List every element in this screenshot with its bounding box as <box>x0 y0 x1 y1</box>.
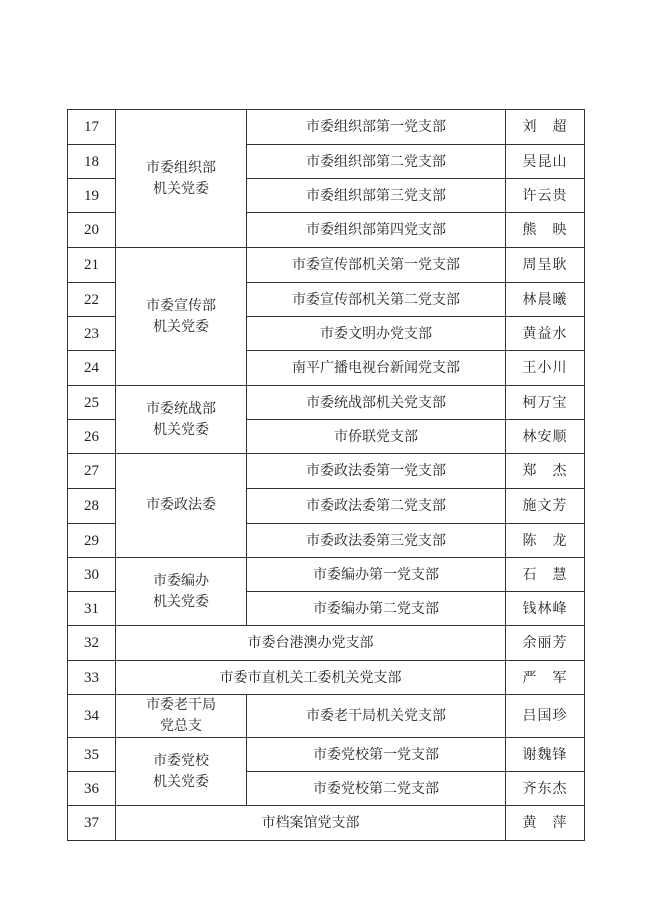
branch-secretary: 吴昆山 <box>506 145 585 179</box>
parent-committee-line: 市委老干局 <box>146 697 216 713</box>
parent-committee-line: 机关党委 <box>153 773 209 790</box>
row-number: 28 <box>68 489 116 524</box>
branch-secretary: 钱林峰 <box>506 592 585 626</box>
branch-secretary: 谢魏锋 <box>506 738 585 772</box>
branch-name: 市委文明办党支部 <box>247 317 506 351</box>
parent-committee <box>116 110 247 248</box>
branch-secretary: 柯万宝 <box>506 386 585 420</box>
branch-secretary: 吕国珍 <box>506 695 585 738</box>
row-number: 21 <box>68 248 116 283</box>
branch-name: 市委党校第二党支部 <box>247 772 506 806</box>
row-number: 29 <box>68 524 116 558</box>
table-row <box>68 558 585 592</box>
branch-secretary: 严 军 <box>506 661 585 695</box>
table-row <box>68 454 585 489</box>
parent-committee-line: 市委组织部 <box>146 159 216 176</box>
branch-secretary: 齐东杰 <box>506 772 585 806</box>
parent-committee <box>116 386 247 454</box>
branch-name-merged: 市委市直机关工委机关党支部 <box>116 661 506 695</box>
table-row <box>68 248 585 283</box>
parent-committee-line: 机关党委 <box>153 421 209 438</box>
row-number: 22 <box>68 283 116 317</box>
branch-secretary: 王小川 <box>506 351 585 386</box>
branch-name: 市委编办第一党支部 <box>247 558 506 592</box>
branch-secretary: 刘 超 <box>506 110 585 145</box>
table-row <box>68 661 585 695</box>
parent-committee-line: 市委编办 <box>153 572 209 589</box>
table-body <box>68 110 585 841</box>
branch-secretary: 施文芳 <box>506 489 585 524</box>
row-number: 25 <box>68 386 116 420</box>
table-row <box>68 110 585 145</box>
branch-secretary: 林安顺 <box>506 420 585 454</box>
branch-name: 市委编办第二党支部 <box>247 592 506 626</box>
branch-name: 市委统战部机关党支部 <box>247 386 506 420</box>
party-branch-table <box>67 109 585 841</box>
branch-name: 市委政法委第三党支部 <box>247 524 506 558</box>
branch-name: 市委宣传部机关第二党支部 <box>247 283 506 317</box>
branch-secretary: 林晨曦 <box>506 283 585 317</box>
row-number: 35 <box>68 738 116 772</box>
branch-secretary: 石 慧 <box>506 558 585 592</box>
table-row <box>68 386 585 420</box>
branch-name-merged: 市委台港澳办党支部 <box>116 626 506 661</box>
branch-secretary: 余丽芳 <box>506 626 585 661</box>
row-number: 26 <box>68 420 116 454</box>
row-number: 19 <box>68 179 116 213</box>
row-number: 36 <box>68 772 116 806</box>
table-row <box>68 695 585 738</box>
row-number: 17 <box>68 110 116 145</box>
row-number: 23 <box>68 317 116 351</box>
parent-committee-line: 市委统战部 <box>146 400 216 417</box>
row-number: 32 <box>68 626 116 661</box>
branch-secretary: 许云贵 <box>506 179 585 213</box>
branch-name-merged: 市档案馆党支部 <box>116 806 506 841</box>
branch-name: 南平广播电视台新闻党支部 <box>247 351 506 386</box>
row-number: 31 <box>68 592 116 626</box>
row-number: 27 <box>68 454 116 489</box>
branch-secretary: 周呈耿 <box>506 248 585 283</box>
row-number: 33 <box>68 661 116 695</box>
parent-committee <box>116 738 247 806</box>
row-number: 37 <box>68 806 116 841</box>
parent-committee <box>116 454 247 558</box>
branch-secretary: 郑 杰 <box>506 454 585 489</box>
branch-name: 市委党校第一党支部 <box>247 738 506 772</box>
parent-committee-line: 市委政法委 <box>146 497 216 513</box>
parent-committee <box>116 695 247 738</box>
branch-secretary: 黄 萍 <box>506 806 585 841</box>
branch-name: 市委组织部第四党支部 <box>247 213 506 248</box>
branch-name: 市委老干局机关党支部 <box>247 695 506 738</box>
table-row <box>68 626 585 661</box>
row-number: 30 <box>68 558 116 592</box>
parent-committee <box>116 558 247 626</box>
parent-committee-line: 党总支 <box>160 718 202 734</box>
branch-name: 市委宣传部机关第一党支部 <box>247 248 506 283</box>
branch-name: 市委组织部第一党支部 <box>247 110 506 145</box>
branch-name: 市委组织部第三党支部 <box>247 179 506 213</box>
branch-name: 市委政法委第一党支部 <box>247 454 506 489</box>
branch-secretary: 陈 龙 <box>506 524 585 558</box>
row-number: 24 <box>68 351 116 386</box>
table-row <box>68 806 585 841</box>
row-number: 34 <box>68 695 116 738</box>
parent-committee-line: 机关党委 <box>153 318 209 335</box>
branch-secretary: 黄益水 <box>506 317 585 351</box>
row-number: 18 <box>68 145 116 179</box>
parent-committee-line: 机关党委 <box>153 593 209 610</box>
branch-name: 市委组织部第二党支部 <box>247 145 506 179</box>
branch-name: 市侨联党支部 <box>247 420 506 454</box>
row-number: 20 <box>68 213 116 248</box>
parent-committee-line: 机关党委 <box>153 180 209 197</box>
parent-committee-line: 市委宣传部 <box>146 297 216 314</box>
branch-name: 市委政法委第二党支部 <box>247 489 506 524</box>
parent-committee-line: 市委党校 <box>153 752 209 769</box>
parent-committee <box>116 248 247 386</box>
branch-secretary: 熊 映 <box>506 213 585 248</box>
table-row <box>68 738 585 772</box>
